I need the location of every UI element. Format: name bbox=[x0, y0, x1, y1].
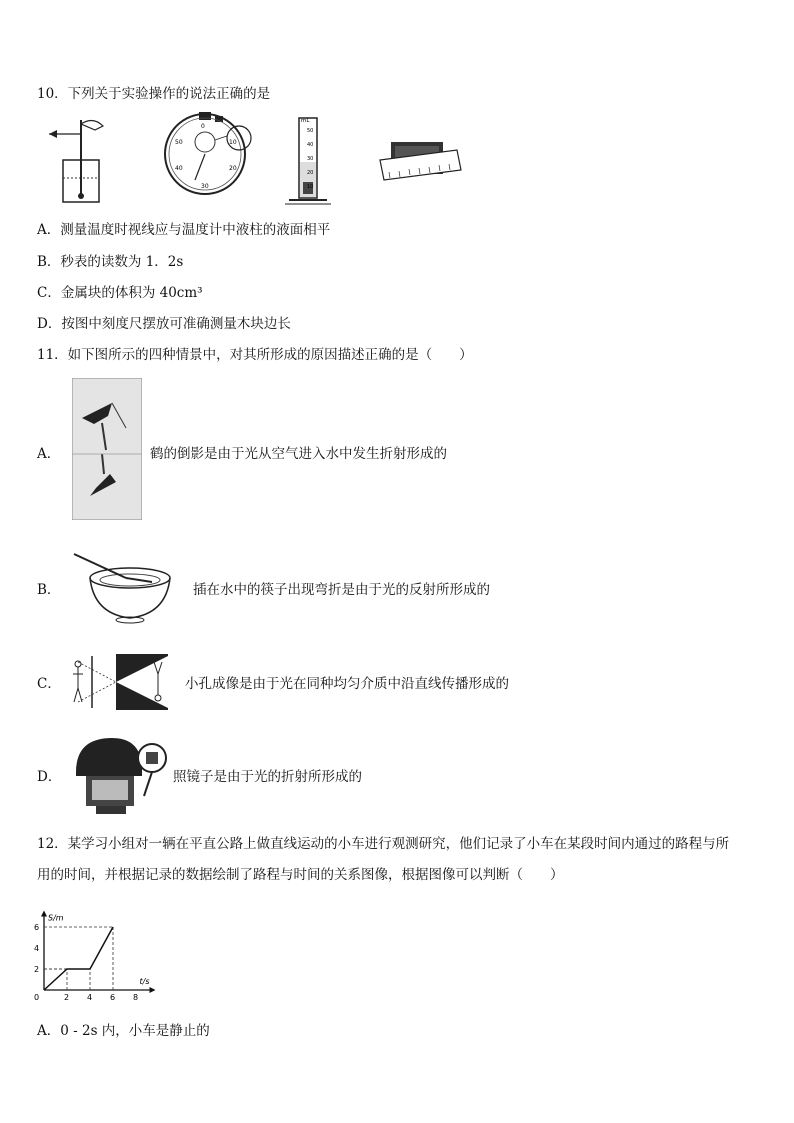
stopwatch-number: 20 bbox=[229, 165, 237, 172]
cylinder-mark: 30 bbox=[307, 156, 314, 162]
cylinder-mark: 40 bbox=[307, 142, 314, 148]
distance-time-chart bbox=[30, 892, 190, 1004]
crane-reflection-image bbox=[72, 378, 142, 520]
mirror-child-image bbox=[72, 736, 172, 816]
distance-time-line bbox=[44, 927, 113, 990]
stopwatch-number: 30 bbox=[201, 183, 209, 190]
q11-option-a-letter: A． bbox=[37, 446, 61, 462]
q10-option-b: B．秒表的读数为 1．2s bbox=[37, 254, 184, 270]
q11-option-d-text: 照镜子是由于光的折射所形成的 bbox=[173, 769, 362, 785]
thermometer-beaker-figure bbox=[49, 120, 103, 202]
x-tick-label: 2 bbox=[64, 993, 70, 1002]
x-tick-label: 4 bbox=[87, 993, 93, 1002]
q10-option-c: C．金属块的体积为 40cm³ bbox=[37, 285, 203, 301]
y-axis-label: S/m bbox=[48, 913, 64, 923]
stopwatch-number: 50 bbox=[175, 139, 183, 146]
x-axis-label: t/s bbox=[139, 977, 150, 986]
stopwatch-figure bbox=[165, 112, 251, 194]
graduated-cylinder-figure bbox=[285, 118, 331, 204]
q11-option-d-letter: D． bbox=[37, 769, 62, 785]
ruler-block-figure bbox=[380, 142, 461, 180]
x-tick-label: 0 bbox=[34, 993, 40, 1002]
q10-option-d: D．按图中刻度尺摆放可准确测量木块边长 bbox=[37, 316, 291, 332]
cylinder-unit: mL bbox=[301, 118, 310, 124]
q11-option-b-text: 插在水中的筷子出现弯折是由于光的反射所形成的 bbox=[193, 582, 490, 598]
q12-option-a: A．0 - 2s 内，小车是静止的 bbox=[37, 1023, 210, 1039]
x-axis-arrow bbox=[150, 987, 156, 993]
y-tick-label: 2 bbox=[34, 965, 40, 974]
q11-option-c-letter: C． bbox=[37, 676, 61, 692]
pinhole-imaging-image bbox=[70, 652, 170, 712]
stopwatch-number: 0 bbox=[201, 123, 205, 130]
q11-option-a-text: 鹤的倒影是由于光从空气进入水中发生折射形成的 bbox=[150, 446, 447, 462]
y-tick-label: 4 bbox=[34, 944, 40, 953]
q10-option-a: A．测量温度时视线应与温度计中液柱的液面相平 bbox=[37, 222, 331, 238]
q12-stem-line1: 12．某学习小组对一辆在平直公路上做直线运动的小车进行观测研究，他们记录了小车在某段时间内通过的路程与所 bbox=[37, 836, 730, 852]
chopstick-bowl-image bbox=[70, 552, 182, 626]
cylinder-mark: 50 bbox=[307, 128, 314, 134]
q12-stem-line2: 用的时间，并根据记录的数据绘制了路程与时间的关系图像，根据图像可以判断（ ） bbox=[37, 867, 564, 883]
cylinder-mark: 10 bbox=[307, 184, 314, 190]
stopwatch-number: 40 bbox=[175, 165, 183, 172]
cylinder-mark: 20 bbox=[307, 170, 314, 176]
y-axis-arrow bbox=[41, 911, 47, 917]
x-tick-label: 8 bbox=[133, 993, 139, 1002]
x-tick-label: 6 bbox=[110, 993, 116, 1002]
q10-figures bbox=[45, 112, 465, 212]
q11-option-c-text: 小孔成像是由于光在同种均匀介质中沿直线传播形成的 bbox=[185, 676, 509, 692]
q11-option-b-letter: B． bbox=[37, 582, 61, 598]
stopwatch-number: 10 bbox=[229, 139, 237, 146]
y-tick-label: 6 bbox=[34, 923, 40, 932]
q10-stem: 10．下列关于实验操作的说法正确的是 bbox=[37, 86, 271, 102]
q11-stem: 11．如下图所示的四种情景中，对其所形成的原因描述正确的是（ ） bbox=[37, 347, 473, 363]
